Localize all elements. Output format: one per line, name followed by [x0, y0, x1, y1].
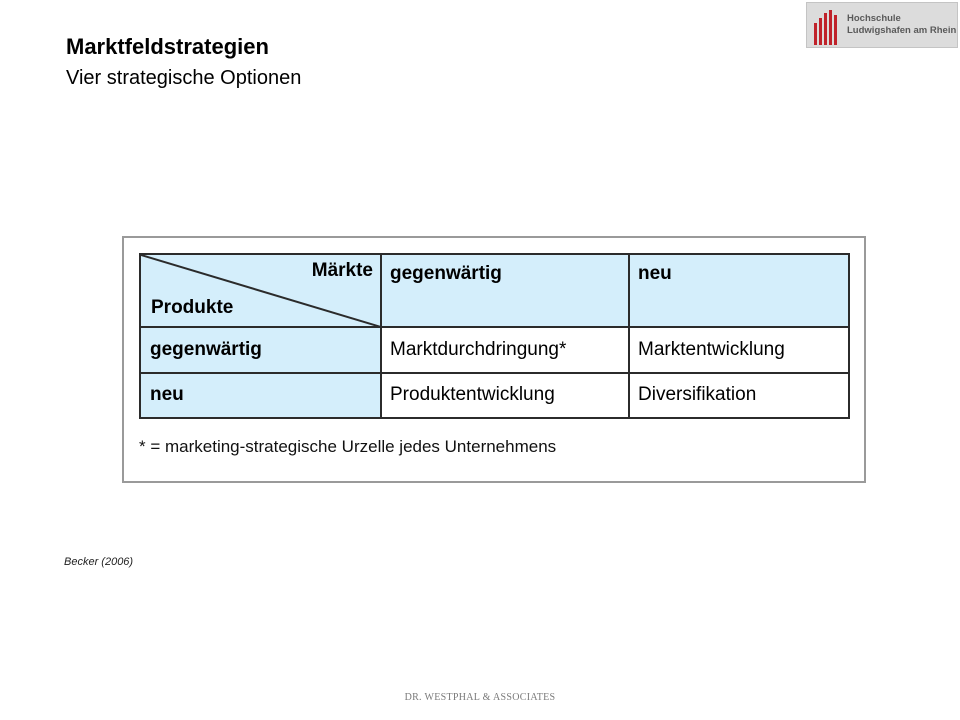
cell-market-penetration: Marktdurchdringung*	[390, 339, 567, 360]
logo-text	[847, 13, 956, 37]
grid-line	[380, 255, 382, 417]
logo-line-1: Hochschule	[847, 13, 901, 24]
row-header-new: neu	[141, 373, 381, 417]
source-citation: Becker (2006)	[64, 556, 134, 568]
cell-market-development: Marktentwicklung	[638, 339, 785, 360]
logo-line-2: Ludwigshafen am Rhein	[847, 25, 957, 36]
axis-label-products: Produkte	[151, 297, 234, 318]
footer-text: DR. WESTPHAL & ASSOCIATES	[404, 692, 556, 703]
col-header-current: gegenwärtig	[381, 255, 629, 327]
slide-title: Marktfeldstrategien	[66, 34, 269, 59]
col-header-new: neu	[629, 255, 848, 327]
corner-cell	[141, 255, 381, 327]
strategy-matrix-frame	[122, 236, 866, 483]
matrix-footnote: * = marketing-strategische Urzelle jedes Unternehmens	[139, 437, 557, 456]
grid-line	[628, 255, 630, 417]
cell-diversification: Diversifikation	[638, 384, 757, 405]
grid-line	[141, 326, 848, 328]
institution-logo	[806, 2, 958, 48]
slide-subtitle: Vier strategische Optionen	[66, 67, 302, 89]
row-header-current: gegenwärtig	[141, 327, 381, 373]
grid-line	[141, 372, 848, 374]
axis-label-markets: Märkte	[311, 260, 373, 281]
strategy-matrix	[139, 253, 850, 419]
cell-product-development: Produktentwicklung	[390, 384, 555, 405]
institution-logo-icon	[813, 7, 843, 47]
